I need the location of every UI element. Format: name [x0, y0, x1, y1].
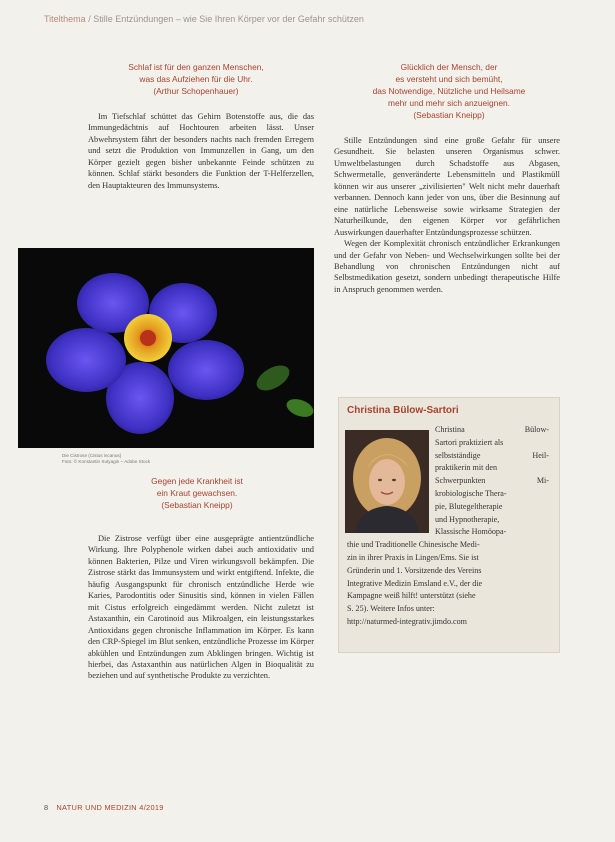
bio-line: Kampagne weiß hilft! unterstützt (siehe: [347, 591, 476, 601]
page-number: 8: [44, 803, 49, 812]
author-bio-text: [347, 424, 549, 629]
bio-line: Gründerin und 1. Vorsitzende des Vereins: [347, 565, 482, 575]
running-head: [44, 14, 584, 24]
bio-line: pie, Blutegeltherapie: [435, 501, 503, 511]
column-1-top-text: [88, 111, 314, 191]
author-bio-box: [338, 397, 560, 653]
quote-line: es versteht und sich bemüht,: [395, 74, 503, 84]
author-name: Christina Bülow-Sartori: [347, 405, 459, 416]
bio-line: Klassische Homöopa-: [435, 527, 507, 537]
quote-line: (Sebastian Kneipp): [161, 500, 233, 510]
bio-line: selbstständige Heil-: [435, 450, 549, 460]
quote-line: Glücklich der Mensch, der: [400, 62, 498, 72]
bio-line: Schwerpunkten Mi-: [435, 476, 549, 486]
paragraph: Die Zistrose verfügt über eine ausgeprägte antientzündliche Wirkung. Ihre Polyphenole wirken dabei auch antioxidativ und können Bakterien, Pilze und Viren wirkungsvoll bekämpfen. Die Zistrose stärkt das Immunsystem und wirkt entgiftend. Infekte, die häufig Ausgangspunkt für chronisch entzündliche Herde wie Karies, Parodontitis oder Sinusitis sind, können in vielen Fällen mit Cistus erfolgreich eingedämmt werden. Nicht zuletzt ist Astaxanthin, ein Carotinoid aus Mikroalgen, ein leistungsstarkes Antioxidans gegen chronische Inflammation im Körper. Es kann den CRP-Spiegel im Blut senken, entzündliche Prozesse im Körper abkühlen und Entzündungen zum Abklingen bringen. Wichtig ist hierbei, das Astaxanthin aus natürlichen Algen in Bioqualität zu beziehen und auf synthetische Produkte zu verzichten.: [88, 534, 314, 681]
quote-line: mehr und mehr sich anzueignen.: [388, 98, 510, 108]
quote-schopenhauer: [96, 61, 296, 97]
page-footer: [44, 803, 164, 812]
photo-caption: [62, 453, 262, 465]
quote-line: (Sebastian Kneipp): [413, 110, 485, 120]
quote-line: Gegen jede Krankheit ist: [151, 476, 243, 486]
running-head-separator: /: [85, 14, 94, 24]
quote-line: was das Aufziehen für die Uhr.: [139, 74, 253, 84]
caption-credit: Foto: © Konstantin Sutyagin – Adobe Stock: [62, 459, 151, 464]
bio-line: krobiologische Thera-: [435, 488, 507, 498]
paragraph: Stille Entzündungen sind eine große Gefahr für unsere Gesundheit. Sie belasten unseren Organismus schwer. Umweltbelastungen durch Schadstoffe aus Abgasen, Schwermetalle, genveränderte Lebensmitteln und Plastikmüll können wir aus unserer „zivilisierten" Welt nicht mehr dauerhaft verbannen. Dennoch kann jeder von uns, über die Besinnung auf eine natürliche Lebensweise sowie wirksame Strategien der Naturheilkunde, den eigenen Körper vor gefährlichen Auswirkungen dauerhafter Entzündungsprozesse schützen.: [334, 136, 560, 237]
quote-kneipp-kraut: [112, 475, 282, 511]
running-head-title: Stille Entzündungen – wie Sie Ihren Körper vor der Gefahr schützen: [93, 14, 364, 24]
bio-line: zin in ihrer Praxis in Lingen/Ems. Sie ist: [347, 552, 479, 562]
quote-line: (Arthur Schopenhauer): [153, 86, 239, 96]
quote-line: Schlaf ist für den ganzen Menschen,: [128, 62, 264, 72]
cistus-flower-illustration: [18, 248, 314, 448]
quote-line: das Notwendige, Nützliche und Heilsame: [372, 86, 526, 96]
bio-line: und Hypnotherapie,: [435, 514, 500, 524]
column-2-text: [334, 135, 560, 295]
bio-line: Christina Bülow-: [435, 425, 549, 434]
quote-kneipp-gluecklich: [334, 61, 564, 121]
magazine-issue: NATUR UND MEDIZIN 4/2019: [56, 803, 164, 812]
paragraph: Wegen der Komplexität chronisch entzündlicher Erkrankungen und der Gefahr von Neben- und Wechselwirkungen sollte bei der Behandlung von chronischen Entzündungen nicht auf Selbstmedikation gesetzt, sondern unbedingt therapeutische Hilfe in Anspruch genommen werden.: [334, 239, 560, 294]
bio-website-link[interactable]: http://naturmed-integrativ.jimdo.com: [347, 616, 467, 626]
paragraph: Im Tiefschlaf schüttet das Gehirn Botenstoffe aus, die das Immungedächtnis auf Hochtouren arbeiten lässt. Unser Abwehrsystem fährt der besonders nachts nach fremden Erregern und setzt die Produktion von Immunzellen in Gang, um den Körper gezielt gegen bisher unbekannte Feinde schützen zu können. Schlaf stärkt besonders die Funktion der T-Helferzellen, den Hauptakteuren des Immunsystems.: [88, 112, 314, 190]
running-head-topic: Titelthema: [44, 14, 86, 24]
bio-line: Integrative Medizin Emsland e.V., der die: [347, 578, 483, 588]
bio-line: praktikerin mit den: [435, 463, 498, 473]
flower-photo: [18, 248, 314, 448]
bio-line: thie und Traditionelle Chinesische Medi-: [347, 540, 480, 550]
bio-line: Sartori praktiziert als: [435, 437, 504, 447]
column-1-bottom-text: [88, 533, 314, 682]
quote-line: ein Kraut gewachsen.: [156, 488, 238, 498]
caption-line: Die Cistrose (Cistus incanus): [62, 453, 122, 458]
bio-line: S. 25). Weitere Infos unter:: [347, 604, 435, 614]
